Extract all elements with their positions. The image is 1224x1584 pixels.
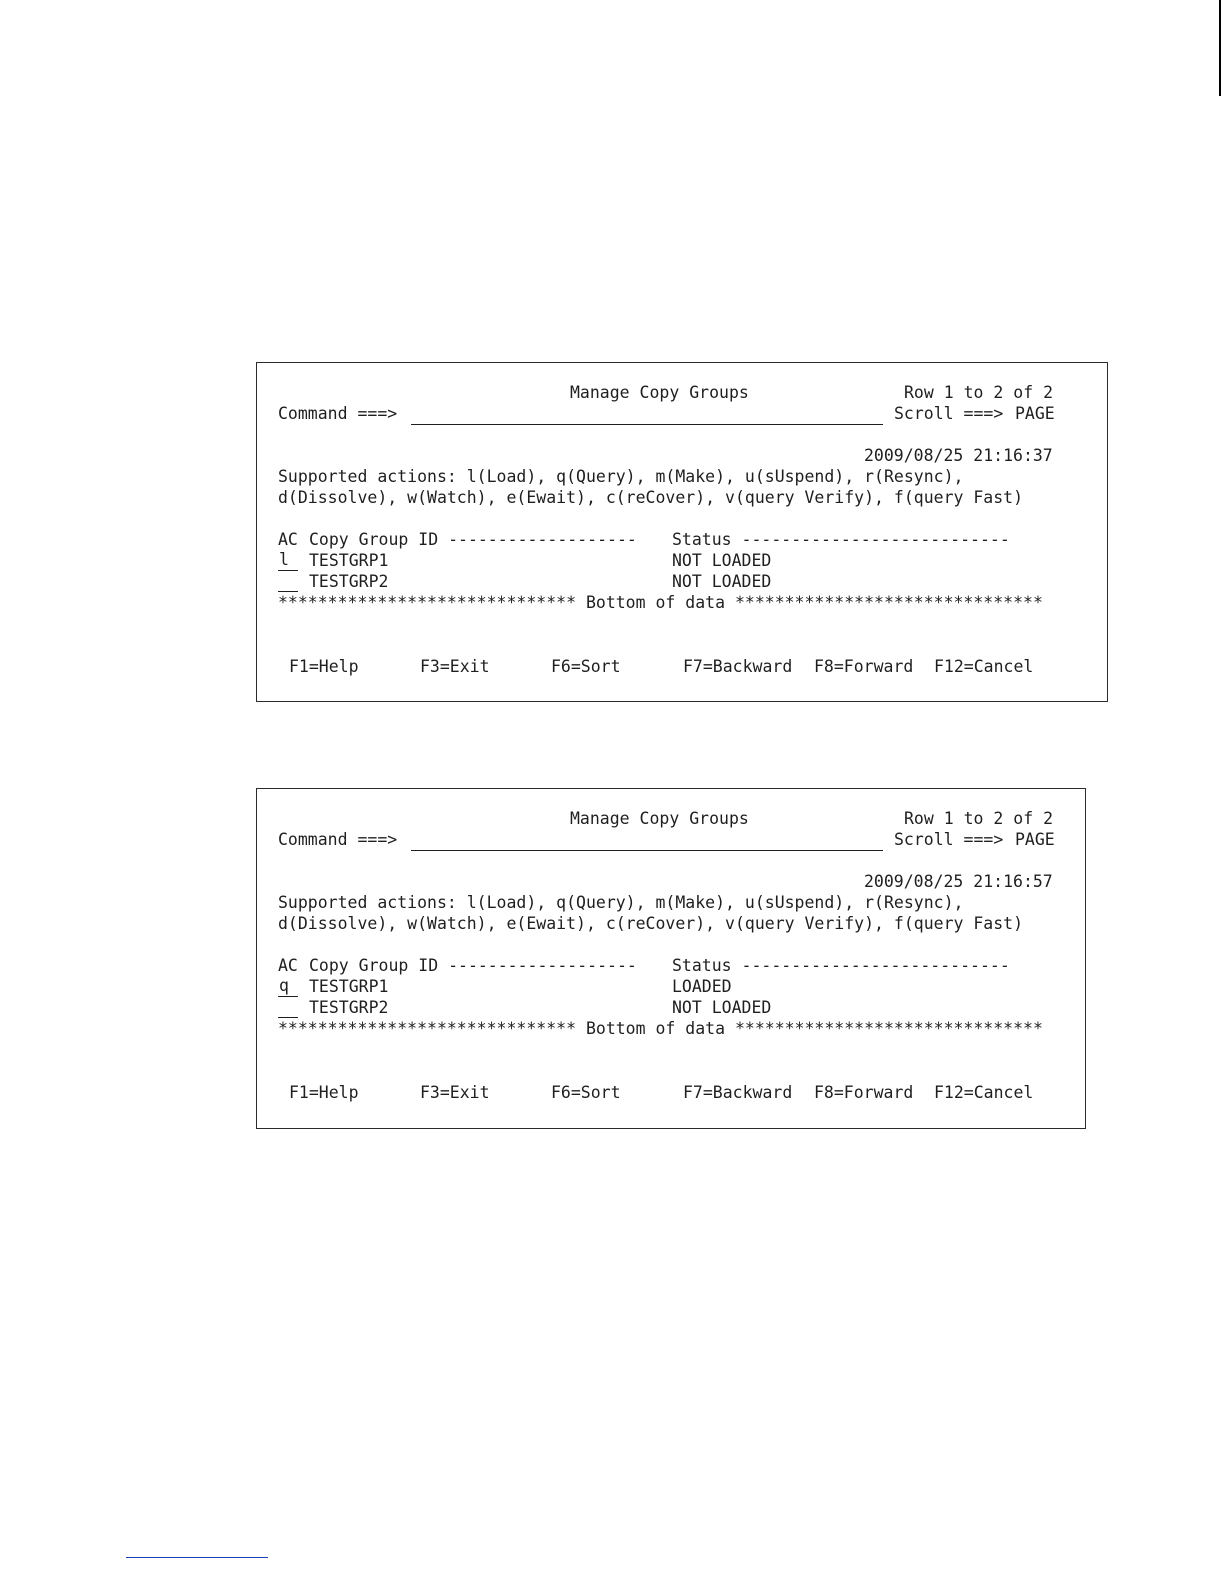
timestamp: 2009/08/25 21:16:57: [864, 872, 1053, 891]
row-action-field[interactable]: q: [278, 977, 298, 997]
copy-group-status: NOT LOADED: [672, 998, 772, 1017]
f8-forward-key[interactable]: F8=Forward: [814, 657, 914, 676]
row-indicator: Row 1 to 2 of 2: [904, 383, 1054, 402]
timestamp: 2009/08/25 21:16:37: [864, 446, 1053, 465]
manage-copy-groups-screen-1: [256, 362, 1108, 702]
copy-group-id: TESTGRP2: [309, 998, 389, 1017]
row-action-field[interactable]: l: [278, 551, 298, 571]
column-header-status: Status ---------------------------: [672, 956, 1010, 975]
command-input[interactable]: [411, 424, 883, 425]
page-edge-divider: [1219, 0, 1221, 96]
scroll-label: Scroll ===>: [894, 404, 1004, 423]
scroll-value-field[interactable]: PAGE: [1015, 404, 1055, 423]
column-header-ac: AC: [278, 956, 298, 975]
f12-cancel-key[interactable]: F12=Cancel: [934, 1083, 1034, 1102]
f1-help-key[interactable]: F1=Help: [289, 1083, 359, 1102]
row-action-field[interactable]: [278, 572, 298, 592]
bottom-of-data-marker: ****************************** Bottom of data *******************************: [278, 593, 1043, 612]
command-label: Command ===>: [278, 404, 398, 423]
copy-group-id: TESTGRP1: [309, 551, 389, 570]
screen-title: Manage Copy Groups: [570, 383, 749, 402]
copy-group-status: LOADED: [672, 977, 732, 996]
row-indicator: Row 1 to 2 of 2: [904, 809, 1054, 828]
screen-title: Manage Copy Groups: [570, 809, 749, 828]
f6-sort-key[interactable]: F6=Sort: [551, 657, 621, 676]
manage-copy-groups-screen-2: [256, 788, 1086, 1129]
row-action-field[interactable]: [278, 998, 298, 1018]
f6-sort-key[interactable]: F6=Sort: [551, 1083, 621, 1102]
column-header-ac: AC: [278, 530, 298, 549]
f8-forward-key[interactable]: F8=Forward: [814, 1083, 914, 1102]
supported-actions-line-1: Supported actions: l(Load), q(Query), m(Make), u(sUspend), r(Resync),: [278, 467, 964, 486]
copy-group-id: TESTGRP1: [309, 977, 389, 996]
f1-help-key[interactable]: F1=Help: [289, 657, 359, 676]
column-header-copy-group-id: Copy Group ID -------------------: [309, 956, 637, 975]
column-header-copy-group-id: Copy Group ID -------------------: [309, 530, 637, 549]
f7-backward-key[interactable]: F7=Backward: [683, 1083, 793, 1102]
bottom-of-data-marker: ****************************** Bottom of data *******************************: [278, 1019, 1043, 1038]
f3-exit-key[interactable]: F3=Exit: [420, 1083, 490, 1102]
f7-backward-key[interactable]: F7=Backward: [683, 657, 793, 676]
supported-actions-line-2: d(Dissolve), w(Watch), e(Ewait), c(reCover), v(query Verify), f(query Fast): [278, 914, 1024, 933]
column-header-status: Status ---------------------------: [672, 530, 1010, 549]
f12-cancel-key[interactable]: F12=Cancel: [934, 657, 1034, 676]
copy-group-status: NOT LOADED: [672, 551, 772, 570]
f3-exit-key[interactable]: F3=Exit: [420, 657, 490, 676]
copy-group-id: TESTGRP2: [309, 572, 389, 591]
scroll-value-field[interactable]: PAGE: [1015, 830, 1055, 849]
footnote-separator-line: [126, 1557, 268, 1558]
scroll-label: Scroll ===>: [894, 830, 1004, 849]
command-label: Command ===>: [278, 830, 398, 849]
command-input[interactable]: [411, 850, 883, 851]
supported-actions-line-1: Supported actions: l(Load), q(Query), m(Make), u(sUspend), r(Resync),: [278, 893, 964, 912]
copy-group-status: NOT LOADED: [672, 572, 772, 591]
supported-actions-line-2: d(Dissolve), w(Watch), e(Ewait), c(reCover), v(query Verify), f(query Fast): [278, 488, 1024, 507]
